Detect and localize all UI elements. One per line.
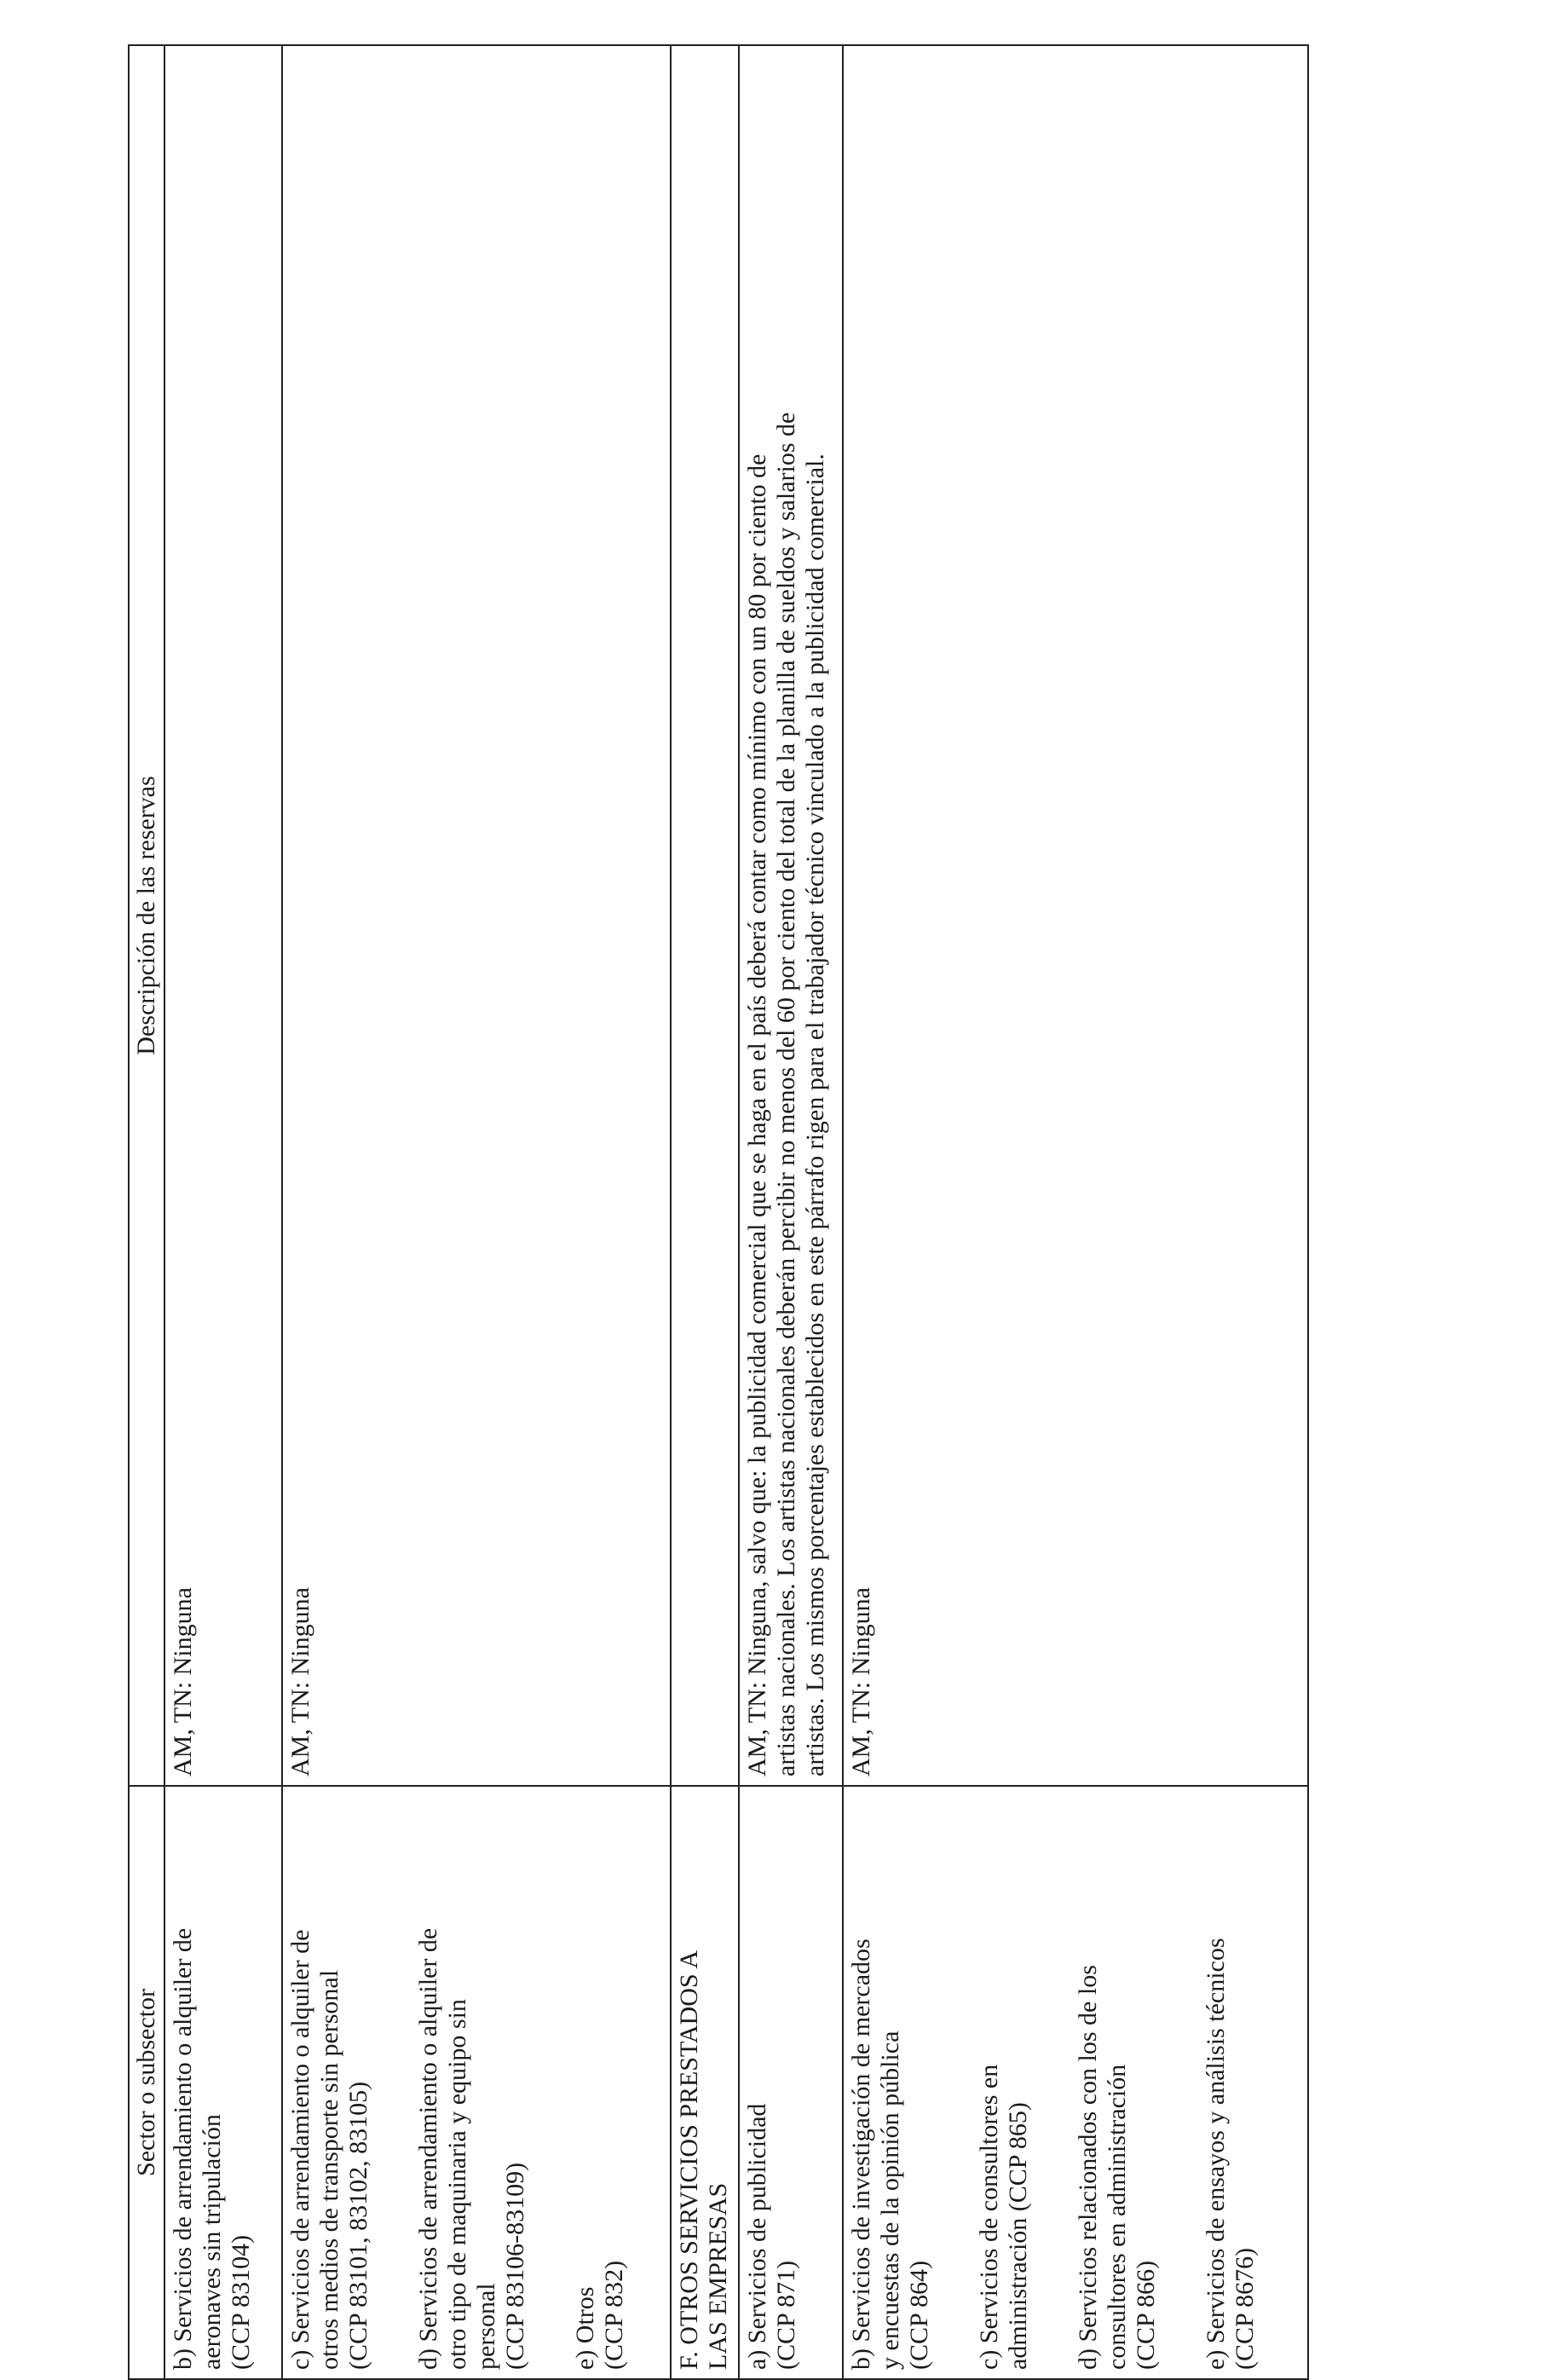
sector-code: (CCP 871) [772,2260,800,2370]
table-header-row [129,45,164,2379]
sector-text: d) Servicios de arrendamiento o alquiler de [414,1927,442,2370]
sector-text: y encuestas de la opinión pública [876,2031,904,2370]
sector-text: consultores en administración [1103,2064,1131,2370]
sector-cell [739,1786,843,2379]
sector-cell [164,1786,282,2379]
sector-text: aeronaves sin tripulación [198,2114,226,2370]
sector-code: (CCP 866) [1132,2260,1160,2370]
table-row [282,45,671,2379]
sector-code: (CCP 8676) [1231,2247,1259,2370]
sector-cell [671,1786,739,2379]
sector-text: d) Servicios relacionados con los de los [1074,1965,1102,2370]
description-text: AM, TN: Ninguna [286,1587,314,1776]
table-row [671,45,739,2379]
description-text: AM, TN: Ninguna, salvo que: la publicidad comercial que se haga en el país deberá contar como mínimo con un 80 por ciento de [743,453,771,1776]
sector-text: b) Servicios de arrendamiento o alquiler de [169,1927,197,2370]
description-text: artistas nacionales. Los artistas nacionales deberán percibir no menos del 60 por ciento del total de la planilla de sueldos y salarios de [772,412,800,1776]
description-cell [843,45,1308,1786]
sector-cell [843,1786,1308,2379]
header-description: Descripción de las reservas [129,45,164,1786]
sector-text: administración (CCP 865) [1004,2102,1032,2370]
sector-code: (CCP 83106-83109) [501,2162,529,2370]
table-row [739,45,843,2379]
description-cell [671,45,739,1786]
table-row [164,45,282,2379]
description-text: AM, TN: Ninguna [847,1587,875,1776]
sector-text: personal [472,2283,500,2370]
description-text: AM, TN: Ninguna [169,1587,197,1776]
section-heading: F. OTROS SERVICIOS PRESTADOS A [675,1950,703,2370]
sector-text: e) Servicios de ensayos y análisis técnicos [1202,1938,1230,2370]
sector-text: otros medios de transporte sin personal [315,1969,343,2370]
header-sector: Sector o subsector [129,1786,164,2379]
sector-code: (CCP 83104) [227,2234,255,2370]
sector-text: c) Servicios de arrendamiento o alquiler de [286,1929,314,2370]
section-heading: LAS EMPRESAS [704,2182,732,2370]
sector-text: otro tipo de maquinaria y equipo sin [443,1999,471,2370]
description-text: artistas. Los mismos porcentajes establecidos en este párrafo rigen para el trabajador técnico vinculado a la publicidad comercial. [801,453,829,1776]
sector-code: (CCP 832) [600,2260,628,2370]
sector-code: (CCP 864) [905,2260,933,2370]
sector-text: c) Servicios de consultores en [975,2064,1003,2370]
sector-cell [282,1786,671,2379]
reservations-table [128,44,1309,2380]
table-row [843,45,1308,2379]
description-cell [282,45,671,1786]
sector-text: a) Servicios de publicidad [743,2103,771,2370]
description-cell [739,45,843,1786]
sector-text: e) Otros [571,2286,599,2370]
sector-text: b) Servicios de investigación de mercados [847,1938,875,2370]
rotated-page [128,46,1309,2380]
sector-code: (CCP 83101, 83102, 83105) [344,2081,372,2370]
description-cell [164,45,282,1786]
